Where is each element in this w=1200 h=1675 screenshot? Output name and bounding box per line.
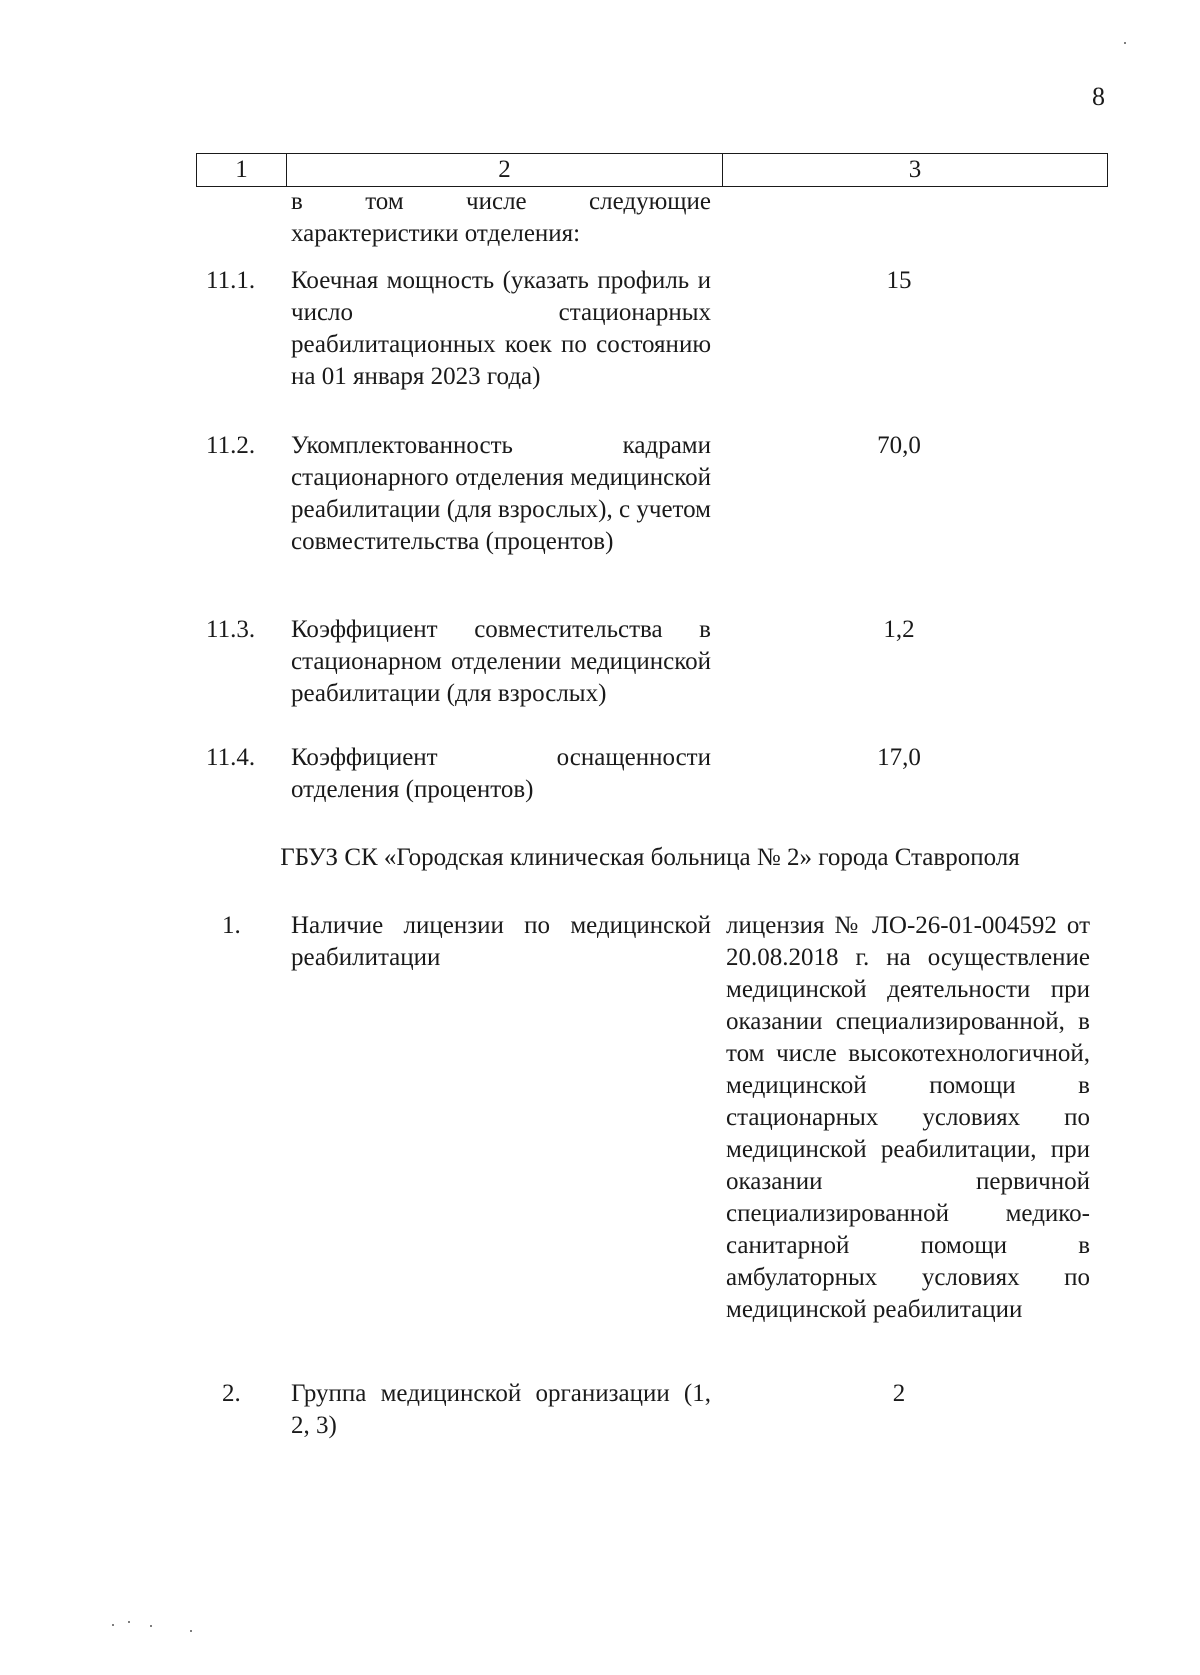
scan-speck: [190, 1630, 192, 1632]
scan-speck: [1124, 42, 1126, 44]
section-title: ГБУЗ СК «Городская клиническая больница № 2» города Ставрополя: [280, 844, 1020, 871]
row-number: 1.: [222, 912, 241, 939]
table-header-col-1: 1: [197, 154, 287, 186]
intro-text: в том числе следующие характеристики отделения:: [291, 188, 711, 247]
row-number: 11.4.: [206, 744, 256, 771]
row-number: 11.1.: [206, 267, 256, 294]
row-value: 70,0: [877, 432, 921, 459]
row-description: Укомплектованность кадрами стационарного отделения медицинской реабилитации (для взрослых), с учетом совместительства (процентов): [291, 432, 711, 555]
row-value: 15: [886, 267, 912, 294]
table-header-col-3: 3: [908, 156, 922, 183]
row-value: 1,2: [883, 616, 915, 643]
row-value: 17,0: [877, 744, 921, 771]
page-number: 8: [1092, 82, 1105, 111]
scan-speck: [128, 1621, 130, 1623]
row-number: 11.2.: [206, 432, 256, 459]
row-description: Группа медицинской организации (1, 2, 3): [291, 1380, 711, 1439]
row-description: Коечная мощность (указать профиль и число стационарных реабилитационных коек по состоянию на 01 января 2023 года): [291, 267, 711, 390]
scan-speck: [112, 1624, 114, 1626]
row-description: Коэффициент совместительства в стационарном отделении медицинской реабилитации (для взрослых): [291, 616, 711, 707]
row-value: лицензия № ЛО-26-01-004592 от 20.08.2018 г. на осуществление медицинской деятельности при оказании специализированной, в том числе высокотехнологичной, медицинской помощи в стационарных условиях по медицинской реабилитации, при оказании первичной специализированной медико-санитарной помощи в амбулаторных условиях по медицинской реабилитации: [726, 912, 1090, 1323]
table-header-row: [196, 153, 1108, 187]
row-number: 2.: [222, 1380, 241, 1407]
row-description: Коэффициент оснащенности отделения (процентов): [291, 744, 711, 803]
row-number: 11.3.: [206, 616, 256, 643]
row-value: 2: [892, 1380, 906, 1407]
row-description: Наличие лицензии по медицинской реабилитации: [291, 912, 711, 971]
table-header-col-2: 2: [287, 154, 723, 186]
scan-speck: [150, 1625, 152, 1627]
